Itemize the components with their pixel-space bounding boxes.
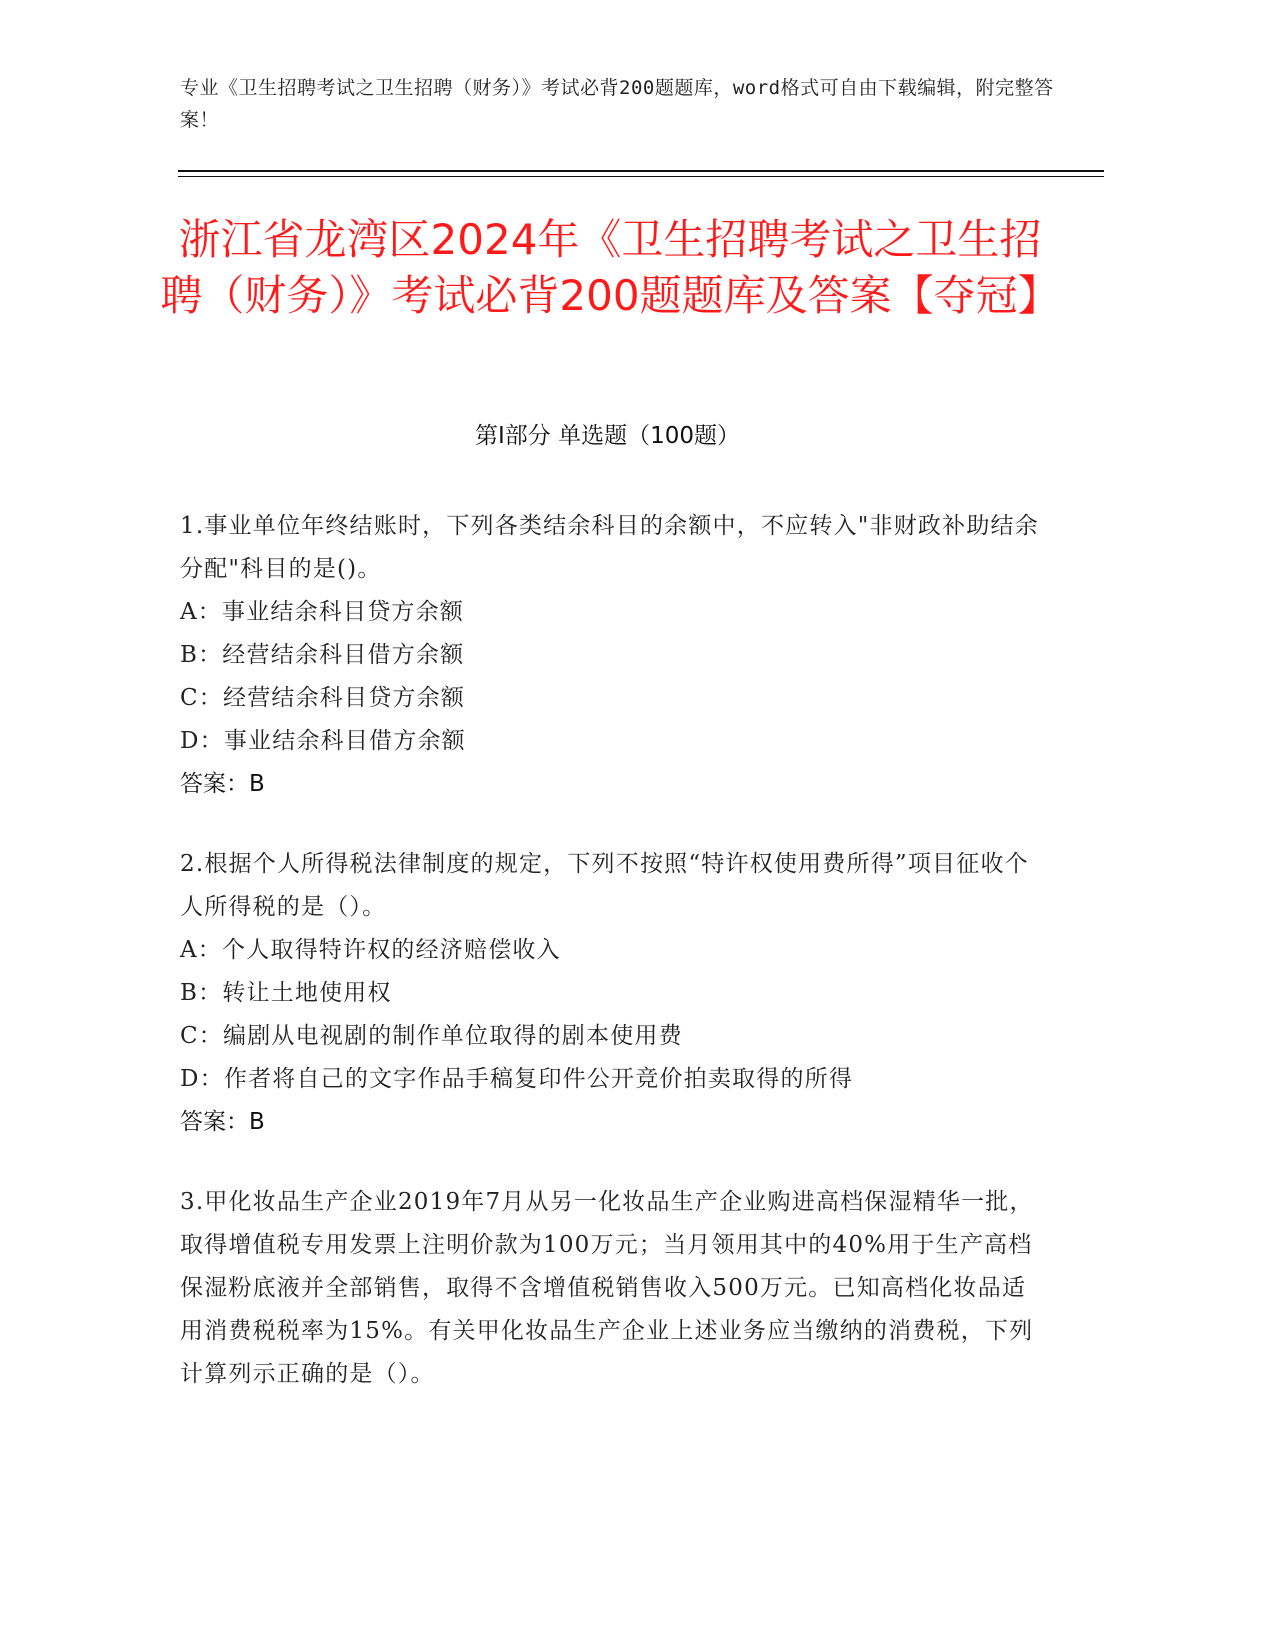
option-d: D：事业结余科目借方余额 <box>180 728 466 754</box>
question-text: 1.事业单位年终结账时，下列各类结余科目的余额中，不应转入"非财政补助结余分配"科目的是()。 <box>180 513 1039 582</box>
question-text: 2.根据个人所得税法律制度的规定，下列不按照“特许权使用费所得”项目征收个人所得税的是（）。 <box>180 851 1029 920</box>
option-c: C：编剧从电视剧的制作单位取得的剧本使用费 <box>180 1023 683 1049</box>
document-title: 浙江省龙湾区2024年《卫生招聘考试之卫生招聘（财务）》考试必背200题题库及答案【夺冠】 <box>160 215 1060 320</box>
header-rule-thin <box>178 176 1104 177</box>
option-a: A：事业结余科目贷方余额 <box>180 599 465 625</box>
option-b: B：经营结余科目借方余额 <box>180 642 465 668</box>
question-1 <box>180 505 1040 806</box>
option-c: C：经营结余科目贷方余额 <box>180 685 465 711</box>
question-list <box>180 505 1040 1433</box>
header-rule-thick <box>178 170 1104 172</box>
answer: 答案：B <box>180 1109 265 1135</box>
answer: 答案：B <box>180 771 265 797</box>
question-text: 3.甲化妆品生产企业2019年7月从另一化妆品生产企业购进高档保湿精华一批，取得增值税专用发票上注明价款为100万元；当月领用其中的40%用于生产高档保湿粉底液并全部销售，取得不含增值税销售收入500万元。已知高档化妆品适用消费税税率为15%。有关甲化妆品生产企业上述业务应当缴纳的消费税，下列计算列示正确的是（）。 <box>180 1189 1034 1387</box>
option-d: D：作者将自己的文字作品手稿复印件公开竞价拍卖取得的所得 <box>180 1066 854 1092</box>
section-heading: 第Ⅰ部分 单选题（100题） <box>475 423 740 449</box>
question-3 <box>180 1181 1040 1396</box>
option-b: B：转让土地使用权 <box>180 980 392 1006</box>
question-2 <box>180 843 1040 1144</box>
header-note: 专业《卫生招聘考试之卫生招聘（财务）》考试必背200题题库，word格式可自由下载编辑，附完整答案！ <box>180 77 1054 131</box>
option-a: A：个人取得特许权的经济赔偿收入 <box>180 937 561 963</box>
